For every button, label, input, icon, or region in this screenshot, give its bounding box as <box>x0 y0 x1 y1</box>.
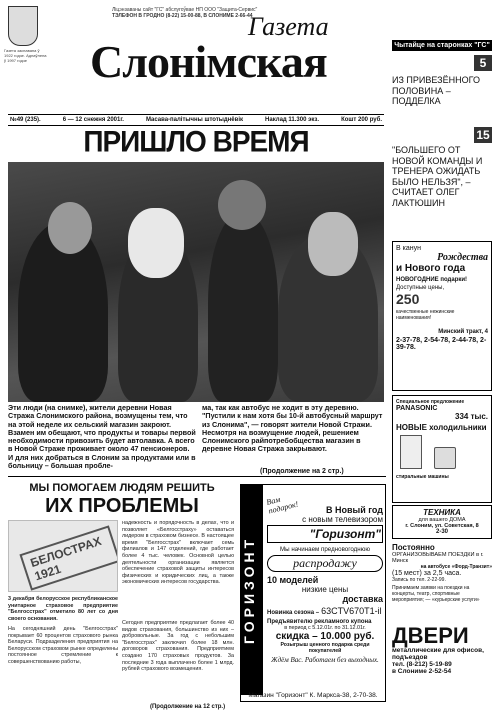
main-headline: ПРИШЛО ВРЕМЯ <box>83 125 309 158</box>
panasonic-label: Специальное предложение <box>396 399 465 405</box>
ad-closing: Ждём Вас. Работаем без выходных. <box>271 656 379 664</box>
trips-text: ОРГАНИЗОВЫВАЕМ ПОЕЗДКИ в г. Минск <box>392 552 484 564</box>
masthead-gazeta: Газета <box>248 12 329 41</box>
ad-period: в период с 5.12.01г. по 31.12.01г. <box>284 625 366 631</box>
xmas-phone: 2-37-78, 2-54-78, 2-44-78, 2-39-78. <box>396 337 487 351</box>
fridge-small: стиральные машины <box>396 474 449 480</box>
trips-advert <box>392 543 492 623</box>
ad-models: 10 моделей <box>267 575 319 585</box>
ad-delivery: доставка <box>342 594 383 604</box>
photo-figure <box>308 212 358 276</box>
photo-figure <box>128 208 184 278</box>
belgosstrakh-stamp: БЕЛОСТРАХ 1921 <box>19 525 118 590</box>
doors-phone1: тел. (8-212) 5-19-89 <box>392 661 452 668</box>
photo-caption-right: ма, так как автобус не ходит в эту деревню. "Пустили к нам хотя бы 10-й автобусный маршрут из Слонима", — говорят жители Новой Стражи. Несмотря на возмущение людей, решением Слонимского райпотребобщества магазин в деревне Новая Стража закрывают. <box>202 403 383 454</box>
teaser1-page: 5 <box>474 55 492 71</box>
trips-phone: Запись по тел. 2-22-99. <box>392 577 446 583</box>
ad-brand: "Горизонт" <box>267 525 383 543</box>
ad-address: Магазин "Горизонт" К. Маркса-38, 2-70-38. <box>248 692 378 699</box>
ad-discount: скидка – 10.000 руб. <box>275 631 375 642</box>
fridge-icon <box>400 435 422 469</box>
doors-sub: металлические для офисов, подъездов <box>392 647 484 661</box>
paper-type: Масава-палітычны штотыднёвік <box>145 117 244 123</box>
technics-title: ТЕХНИКА <box>423 508 461 517</box>
ad-low-prices: низкие цены <box>301 585 349 594</box>
panasonic-price: 334 тыс. <box>455 412 488 421</box>
story2-headline-line1: МЫ ПОМОГАЕМ ЛЮДЯМ РЕШИТЬ <box>29 482 215 494</box>
ad-coupon: Предъявителю рекламного купона <box>267 619 372 625</box>
story2-headline-line2: ИХ ПРОБЛЕМЫ <box>45 495 199 517</box>
teaser1: ИЗ ПРИВЕЗЁННОГО ПОЛОВИНА – ПОДДЕЛКА <box>392 75 480 106</box>
xmas-more: качественные нежинские наименования! <box>396 309 455 321</box>
photo-figure <box>48 202 92 254</box>
panasonic-advert <box>392 395 492 503</box>
panasonic-brand: PANASONIC <box>396 405 438 412</box>
ad-line3: Мы начинаем предновогоднюю <box>280 546 370 553</box>
trips-bus: на автобусе «Форд-Транзит» <box>420 564 492 570</box>
circulation: Наклад 11.300 экз. <box>265 117 320 123</box>
horizon-advert <box>240 484 386 702</box>
story2-photo <box>8 520 118 592</box>
horizon-side-label: ГОРИЗОНТ <box>241 485 263 695</box>
registration-line: Ліцэнзаваны сайт "ГС" абслугоўвае НП ООО "Защита-Сервис" <box>112 7 258 13</box>
xmas-gifts: НОВОГОДНИЕ подарки! <box>396 277 468 283</box>
photo-caption-left: Эти люди (на снимке), жители деревни Новая Стража Слонимского района, возмущены тем, что на этой неделе их сельский магазин закроют. Взамен им обещают, что продукты и товары первой необходимости привозить будет автолавка. А всего в Новой Страже проживает около 47 пенсионеров. И для них добраться в Слоним за продуктами или в больницу – большая пробле- <box>8 403 196 471</box>
new-fridges: НОВЫЕ холодильники <box>396 423 487 432</box>
main-photo <box>8 162 384 402</box>
photo-figure <box>218 180 266 230</box>
xmas-addr: Минский тракт, 4 <box>438 329 488 335</box>
technics-phone: 2-30 <box>435 529 448 535</box>
story2-lead: 3 декабря белорусское республиканское унитарное страховое предприятие "Белгосстрах" отметило 80 лет со дня своего основания. <box>8 596 118 622</box>
coat-of-arms-icon <box>8 6 38 46</box>
story2-continued: (Продолжение на 12 стр.) <box>150 704 226 710</box>
issue-date: 6 — 12 снежня 2001г. <box>62 117 124 123</box>
continued-note: (Продолжение на 2 стр.) <box>260 468 344 475</box>
xmas-250: 250 <box>396 291 420 307</box>
divider <box>8 476 386 477</box>
story2-body2: надежность и порядочность в делах, что и позволяет «Белгосстраху» оставаться лидером в страховом бизнесе. В настоящее время "Белгосстрах" включает семь филиалов и 147 отделений, где работает более 4 тыс. человек. Основной целью деятельности организации является обеспечение страховой защиты интересов физических и юридических лиц, а также экономических интересов государства. <box>122 520 234 586</box>
story2-body1: На сегодняшний день "Белгосстрах" покрывает 60 процентов страхового рынка Беларуси. Подразделения предприятия на Белорусском страховом рынке определены постоянное стремление к совершенствованию работы, <box>8 626 118 665</box>
ad-sale: распродажу <box>267 555 383 572</box>
ad-raffle: Розыгрыш ценного подарка среди покупателей <box>280 642 370 654</box>
washer-icon <box>434 447 456 469</box>
technics-address: г. Слоним, ул. Советская, 8 <box>405 523 479 529</box>
ad-line2: с новым телевизором <box>302 515 383 524</box>
xmas-cheap: Доступные цены, <box>396 285 445 291</box>
teasers-header: Чытайце на старонках "ГС" <box>392 40 492 51</box>
price: Кошт 200 руб. <box>341 117 382 123</box>
doors-advert <box>392 625 492 675</box>
masthead-title: Слонімская <box>90 36 327 87</box>
xmas-ny: и Нового года <box>396 263 466 274</box>
technics-advert <box>392 505 492 539</box>
doors-phone2: в Слониме 2-52-54 <box>392 668 452 675</box>
ad-congrats: Вам подарок! <box>265 494 300 516</box>
issue-number: №49 (235). <box>10 117 41 123</box>
ad-novelty: Новинка сезона – <box>267 610 320 616</box>
phone-line: ТЭЛЕФОН В ГРОДНО (8-22) 15-00-88, В СЛОНИМЕ 2-66-44 <box>112 13 253 19</box>
story2-headline <box>8 482 236 517</box>
xmas-rojd: Рождества <box>437 252 488 263</box>
ad-model-name: 63CTV670T1-il <box>321 606 382 616</box>
doors-title: ДВЕРИ <box>392 623 469 648</box>
story2-body3: Сегодня предприятие предлагает более 40 видов страхования, большинство из них – добровольные. За год с небольшим "Белгосстрах" заключил более 18 млн. договоров страхования. Предприятием создано 170 страховых продуктов. За последние 3 года выплачено более 1 млрд. рублей страхового возмещения. <box>122 620 234 673</box>
crest-note: Газета заснавана ў 1922 годзе. Аднаўлена ў 1997 годзе <box>4 48 47 63</box>
teaser2: "БОЛЬШЕГО ОТ НОВОЙ КОМАНДЫ И ТРЕНЕРА ОЖИДАТЬ БЫЛО НЕЛЬЗЯ", – СЧИТАЕТ ОЛЕГ ЛАКТЮШИН <box>392 145 483 208</box>
ad-line1: В Новый год <box>326 505 383 515</box>
trips-time: (15 мест) за 2,5 часа. <box>392 570 462 577</box>
teaser2-page: 15 <box>474 127 492 143</box>
technics-sub: для вашего ДОМА <box>418 517 466 523</box>
right-column <box>392 40 492 714</box>
trips-more: Принимаем заявки на поездки на концерты, театр, спортивные мероприятия; — «курьерские услуги» <box>392 585 480 603</box>
xmas-advert <box>392 241 492 391</box>
xmas-top: В канун <box>396 245 421 252</box>
trips-head: Постоянно <box>392 543 435 552</box>
photo-figure <box>208 212 278 402</box>
